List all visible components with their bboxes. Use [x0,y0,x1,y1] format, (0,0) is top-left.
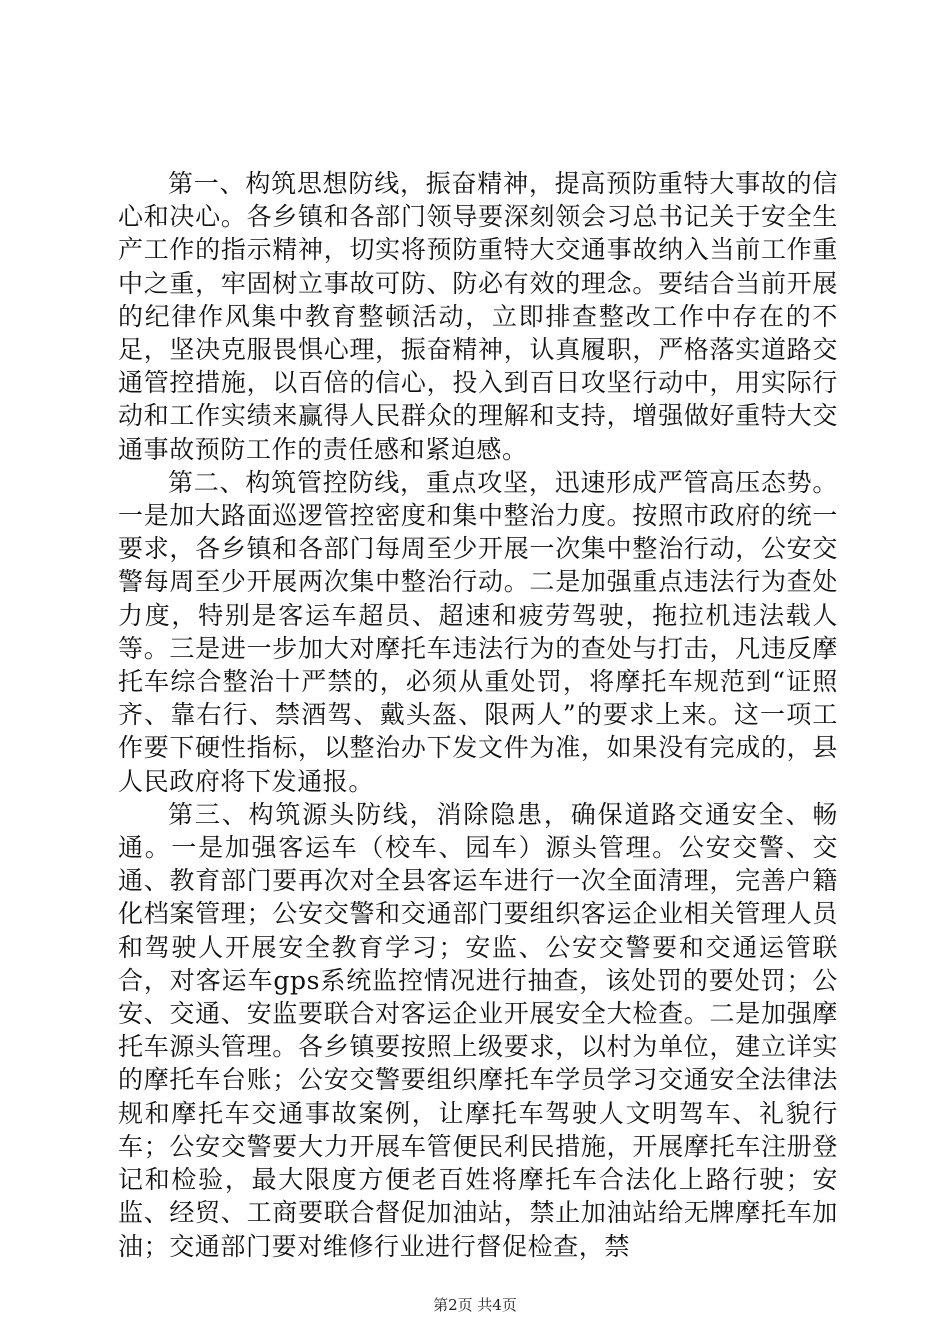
document-body [118,167,838,1263]
paragraph-3: 第三、构筑源头防线，消除隐患，确保道路交通安全、畅通。一是加强客运车（校车、园车）源头管理。公安交警、交通、教育部门要再次对全县客运车进行一次全面清理，完善户籍化档案管理；公安交警和交通部门要组织客运企业相关管理人员和驾驶人开展安全教育学习；安监、公安交警要和交通运管联合，对客运车gps系统监控情况进行抽查，该处罚的要处罚；公安、交通、安监要联合对客运企业开展安全大检查。二是加强摩托车源头管理。各乡镇要按照上级要求，以村为单位，建立详实的摩托车台账；公安交警要组织摩托车学员学习交通安全法律法规和摩托车交通事故案例，让摩托车驾驶人文明驾车、礼貌行车；公安交警要大力开展车管便民利民措施，开展摩托车注册登记和检验，最大限度方便老百姓将摩托车合法化上路行驶；安监、经贸、工商要联合督促加油站，禁止加油站给无牌摩托车加油；交通部门要对维修行业进行督促检查，禁 [118,799,838,1261]
page-number-footer: 第2页 共4页 [433,1296,517,1314]
paragraph-1: 第一、构筑思想防线，振奋精神，提高预防重特大事故的信心和决心。各乡镇和各部门领导要深刻领会习总书记关于安全生产工作的指示精神，切实将预防重特大交通事故纳入当前工作重中之重，牢固树立事故可防、防必有效的理念。要结合当前开展的纪律作风集中教育整顿活动，立即排查整改工作中存在的不足，坚决克服畏惧心理，振奋精神，认真履职，严格落实道路交通管控措施，以百倍的信心，投入到百日攻坚行动中，用实际行动和工作实绩来赢得人民群众的理解和支持，增强做好重特大交通事故预防工作的责任感和紧迫感。 [118,169,838,464]
paragraph-2: 第二、构筑管控防线，重点攻坚，迅速形成严管高压态势。一是加大路面巡逻管控密度和集中整治力度。按照市政府的统一要求，各乡镇和各部门每周至少开展一次集中整治行动，公安交警每周至少开展两次集中整治行动。二是加强重点违法行为查处力度，特别是客运车超员、超速和疲劳驾驶，拖拉机违法载人等。三是进一步加大对摩托车违法行为的查处与打击，凡违反摩托车综合整治十严禁的，必须从重处罚，将摩托车规范到“证照齐、靠右行、禁酒驾、戴头盔、限两人”的要求上来。这一项工作要下硬性指标，以整治办下发文件为准，如果没有完成的，县人民政府将下发通报。 [118,467,838,796]
